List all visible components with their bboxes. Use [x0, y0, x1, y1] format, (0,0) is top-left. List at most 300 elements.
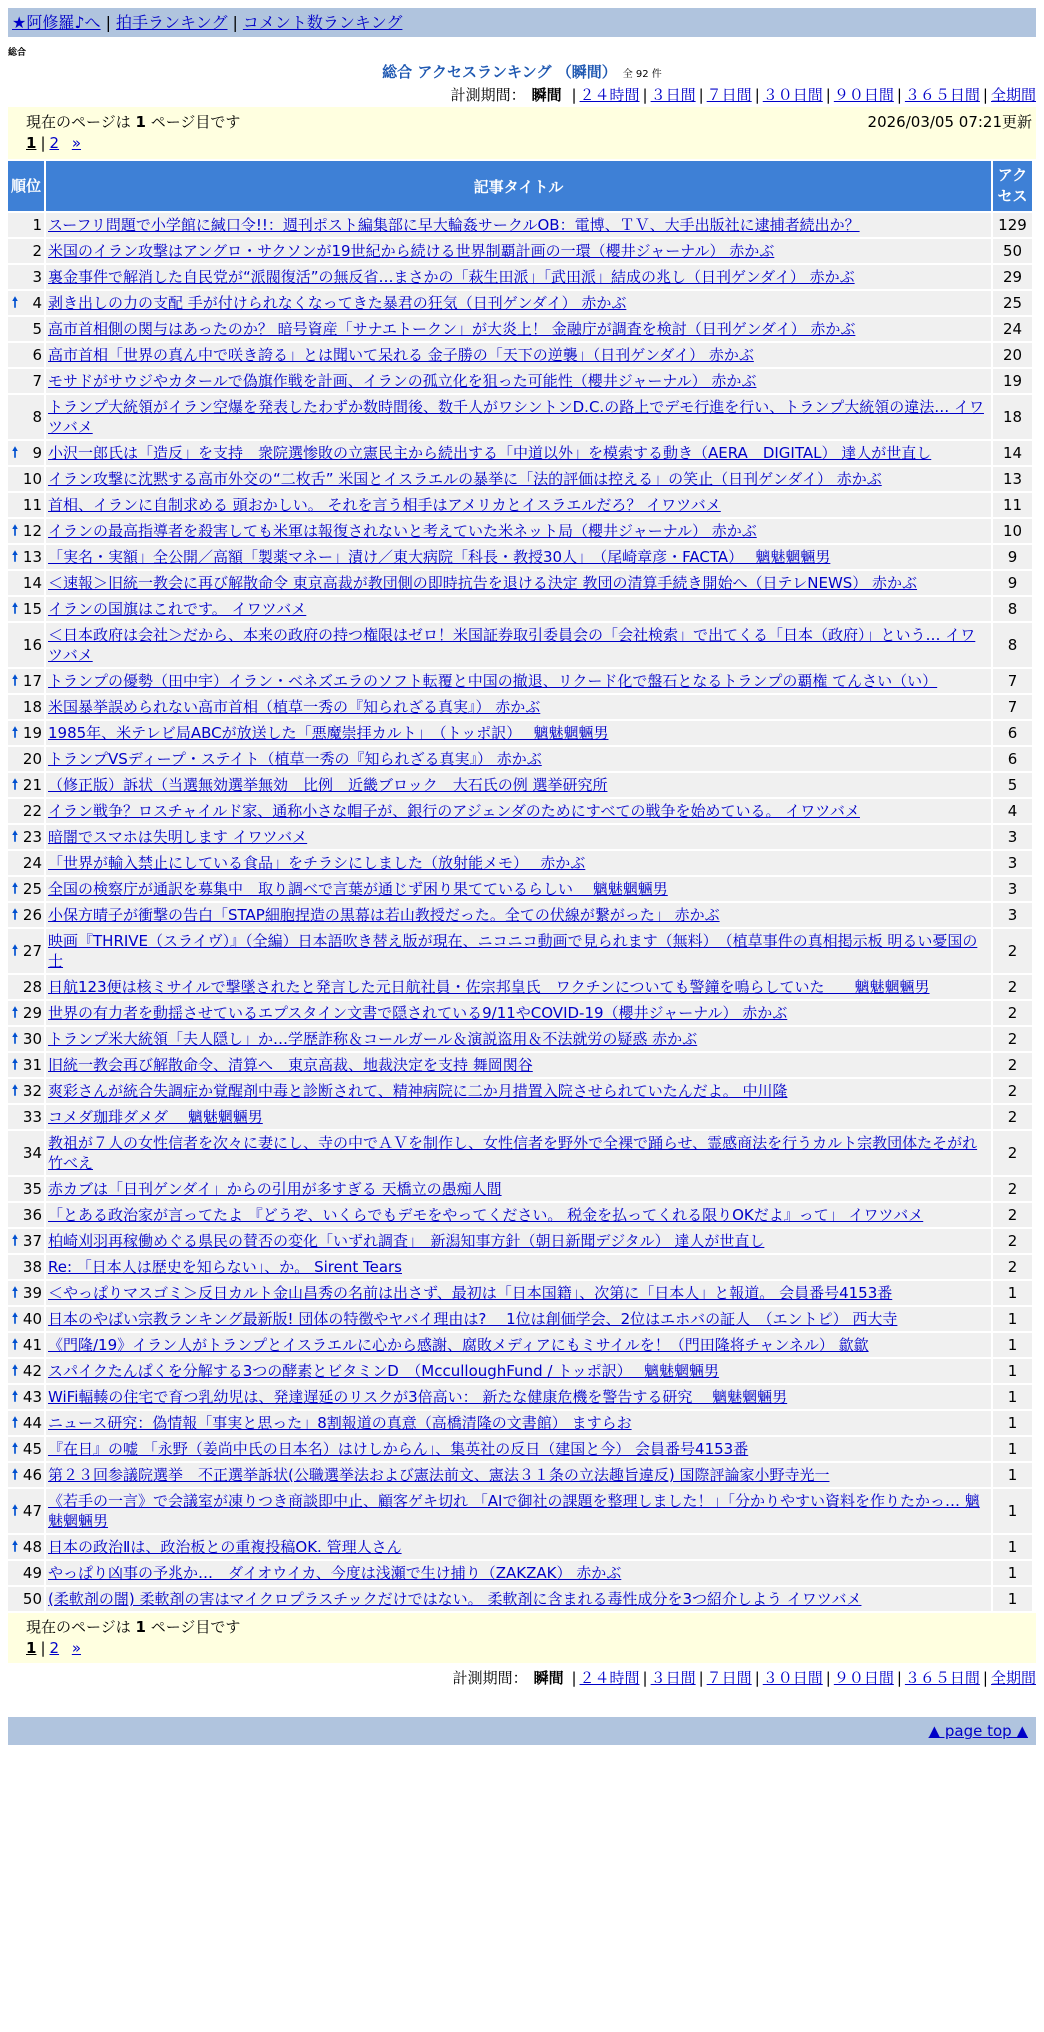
- article-link[interactable]: トランプ米大統領「夫人隠し」か…学歴詐称＆コールガール＆演説盗用＆不法就労の疑惑 赤かぶ: [48, 1030, 698, 1048]
- article-link[interactable]: 暗闇でスマホは失明します イワツバメ: [48, 828, 308, 846]
- article-link[interactable]: 世界の有力者を動揺させているエプスタイン文書で隠されている9/11やCOVID-19（櫻井ジャーナル） 赤かぶ: [48, 1004, 788, 1022]
- rank-cell: [8, 441, 44, 465]
- title-cell: [46, 213, 991, 237]
- rank-up-arrow-icon: 🠕: [12, 1363, 19, 1379]
- rank-number: 15: [22, 600, 42, 618]
- page-1-current: 1: [26, 1639, 37, 1657]
- rank-cell: [8, 799, 44, 823]
- pagination: [26, 1639, 81, 1657]
- rank-number: 26: [22, 906, 42, 924]
- article-link[interactable]: イランの国旗はこれです。 イワツバメ: [48, 600, 307, 618]
- table-row: [8, 317, 1032, 341]
- table-row: [8, 1489, 1032, 1533]
- period-link[interactable]: ９０日間: [833, 1669, 894, 1687]
- period-link[interactable]: ７日間: [706, 1669, 752, 1687]
- rank-up-arrow-icon: 🠕: [12, 943, 19, 959]
- access-count: 2: [993, 1105, 1032, 1129]
- rank-cell: [8, 1489, 44, 1533]
- title-cell: [46, 1105, 991, 1129]
- title-cell: [46, 669, 991, 693]
- table-row: [8, 1229, 1032, 1253]
- table-row: [8, 747, 1032, 771]
- period-link[interactable]: ７日間: [706, 86, 752, 104]
- rank-cell: [8, 467, 44, 491]
- rank-number: 19: [22, 724, 42, 742]
- access-count: 14: [993, 441, 1032, 465]
- rank-up-arrow-icon: 🠕: [12, 1337, 19, 1353]
- table-row: [8, 343, 1032, 367]
- period-label: 計測期間：: [452, 1669, 528, 1687]
- article-link[interactable]: 「とある政治家が言ってたよ 『どうぞ、いくらでもデモをやってください。 税金を払ってくれる限りOKだよ』って」 イワツバメ: [48, 1206, 924, 1224]
- period-link[interactable]: ３０日間: [762, 86, 823, 104]
- title-cell: [46, 265, 991, 289]
- rank-up-arrow-icon: 🠕: [12, 1389, 19, 1405]
- rank-cell: [8, 1411, 44, 1435]
- access-count: 3: [993, 851, 1032, 875]
- access-count: 9: [993, 571, 1032, 595]
- home-link[interactable]: ★阿修羅♪へ: [12, 13, 101, 32]
- table-row: [8, 623, 1032, 667]
- article-link[interactable]: 爽彩さんが統合失調症か覚醒剤中毒と診断されて、精神病院に二か月措置入院させられていたんだよ。 中川隆: [48, 1082, 788, 1100]
- ranking-header: [8, 61, 1036, 83]
- table-row: [8, 519, 1032, 543]
- page-separator: |: [40, 134, 46, 152]
- access-count: 1: [993, 1535, 1032, 1559]
- table-row: [8, 597, 1032, 621]
- access-count: 7: [993, 695, 1032, 719]
- table-row: [8, 1587, 1032, 1611]
- table-row: [8, 467, 1032, 491]
- page-info-bottom: [8, 1613, 1036, 1663]
- rank-up-arrow-icon: 🠕: [12, 1441, 19, 1457]
- rank-cell: [8, 1027, 44, 1051]
- rank-number: 38: [22, 1258, 42, 1276]
- article-link[interactable]: トランプ大統領がイラン空爆を発表したわずか数時間後、数千人がワシントンD.C.の路上でデモ行進を行い、トランプ大統領の違法… イワツバメ: [48, 398, 984, 436]
- title-cell: [46, 1437, 991, 1461]
- rank-cell: [8, 1001, 44, 1025]
- period-link[interactable]: ９０日間: [833, 86, 894, 104]
- rank-up-arrow-icon: 🠕: [12, 445, 19, 461]
- access-count: 3: [993, 825, 1032, 849]
- table-row: [8, 1463, 1032, 1487]
- article-link[interactable]: 全国の検察庁が通訳を募集中 取り調べで言葉が通じず困り果てているらしい 魑魅魍魎男: [48, 880, 668, 898]
- rank-up-arrow-icon: 🠕: [12, 549, 19, 565]
- table-row: [8, 1535, 1032, 1559]
- rank-cell: [8, 623, 44, 667]
- access-count: 1: [993, 1561, 1032, 1585]
- rank-number: 23: [22, 828, 42, 846]
- rank-number: 34: [22, 1144, 42, 1162]
- title-cell: [46, 1255, 991, 1279]
- rank-cell: [8, 519, 44, 543]
- rank-number: 47: [22, 1502, 42, 1520]
- rank-up-arrow-icon: 🠕: [12, 673, 19, 689]
- rank-number: 6: [32, 346, 42, 364]
- table-row: [8, 1255, 1032, 1279]
- rank-number: 46: [22, 1466, 42, 1484]
- title-cell: [46, 1177, 991, 1201]
- period-link[interactable]: ３６５日間: [904, 1669, 980, 1687]
- rank-cell: [8, 493, 44, 517]
- rank-cell: [8, 369, 44, 393]
- page-info-top: [8, 107, 1036, 159]
- table-row: [8, 1437, 1032, 1461]
- period-link[interactable]: ３日間: [650, 86, 696, 104]
- comment-ranking-link[interactable]: コメント数ランキング: [242, 13, 403, 32]
- rank-cell: [8, 929, 44, 973]
- article-link[interactable]: (柔軟剤の闇) 柔軟剤の害はマイクロプラスチックだけではない。 柔軟剤に含まれる毒性成分を3つ紹介しよう イワツバメ: [48, 1590, 862, 1608]
- rank-up-arrow-icon: 🠕: [12, 1503, 19, 1519]
- period-separator: |: [982, 1669, 988, 1687]
- rank-cell: [8, 1079, 44, 1103]
- title-cell: [46, 369, 991, 393]
- rank-number: 39: [22, 1284, 42, 1302]
- next-page-link[interactable]: »: [71, 134, 82, 152]
- table-row: [8, 1359, 1032, 1383]
- title-header: 記事タイトル: [46, 161, 991, 211]
- access-count: 25: [993, 291, 1032, 315]
- article-link[interactable]: 赤カブは「日刊ゲンダイ」からの引用が多すぎる 天橋立の愚痴人間: [48, 1180, 502, 1198]
- title-cell: [46, 1535, 991, 1559]
- table-row: [8, 395, 1032, 439]
- article-link[interactable]: スパイクたんぱくを分解する3つの酵素とビタミンD （McculloughFund / トッポ訳） 魑魅魍魎男: [48, 1362, 720, 1380]
- access-count: 6: [993, 747, 1032, 771]
- rank-number: 33: [22, 1108, 42, 1126]
- article-link[interactable]: 教祖が７人の女性信者を次々に妻にし、寺の中でＡＶを制作し、女性信者を野外で全裸で踊らせ、霊感商法を行うカルト宗教団体たそがれ竹べえ: [48, 1134, 978, 1172]
- rank-number: 28: [22, 978, 42, 996]
- title-cell: [46, 597, 991, 621]
- table-row: [8, 1079, 1032, 1103]
- article-link[interactable]: トランプVSディープ・ステイト（植草一秀の『知られざる真実』） 赤かぶ: [48, 750, 542, 768]
- period-separator: |: [571, 86, 577, 104]
- rank-cell: [8, 1385, 44, 1409]
- rank-number: 35: [22, 1180, 42, 1198]
- table-row: [8, 545, 1032, 569]
- rank-cell: [8, 1359, 44, 1383]
- period-link[interactable]: ２４時間: [579, 1669, 640, 1687]
- page-2-link[interactable]: 2: [49, 134, 60, 152]
- access-count: 1: [993, 1281, 1032, 1305]
- rank-cell: [8, 747, 44, 771]
- period-label: 計測期間：: [450, 86, 526, 104]
- title-cell: [46, 799, 991, 823]
- article-link[interactable]: イラン攻撃に沈黙する高市外交の“二枚舌” 米国とイスラエルの暴挙に「法的評価は控える」の笑止（日刊ゲンダイ） 赤かぶ: [48, 470, 882, 488]
- article-link[interactable]: 米国のイラン攻撃はアングロ・サクソンが19世紀から続ける世界制覇計画の一環（櫻井ジャーナル） 赤かぶ: [48, 242, 775, 260]
- article-link[interactable]: 首相、イランに自制求める 頭おかしい。 それを言う相手はアメリカとイスラエルだろ？ イワツバメ: [48, 496, 721, 514]
- rank-up-arrow-icon: 🠕: [12, 295, 19, 311]
- top-nav-bar: [8, 8, 1036, 37]
- table-row: [8, 1177, 1032, 1201]
- title-cell: [46, 571, 991, 595]
- rank-up-arrow-icon: 🠕: [12, 1031, 19, 1047]
- access-count: 18: [993, 395, 1032, 439]
- page-1-current: 1: [26, 134, 37, 152]
- table-row: [8, 213, 1032, 237]
- rank-number: 1: [32, 216, 42, 234]
- rank-cell: [8, 317, 44, 341]
- access-count: 2: [993, 929, 1032, 973]
- rank-cell: [8, 1177, 44, 1201]
- period-link[interactable]: ３日間: [650, 1669, 696, 1687]
- rank-number: 7: [32, 372, 42, 390]
- rank-cell: [8, 545, 44, 569]
- title-cell: [46, 1131, 991, 1175]
- table-row: [8, 1333, 1032, 1357]
- title-cell: [46, 975, 991, 999]
- rank-cell: [8, 1307, 44, 1331]
- rank-up-arrow-icon: 🠕: [12, 1311, 19, 1327]
- rank-number: 43: [22, 1388, 42, 1406]
- access-count: 2: [993, 1053, 1032, 1077]
- access-count: 11: [993, 493, 1032, 517]
- article-link[interactable]: 1985年、米テレビ局ABCが放送した「悪魔崇拝カルト」 （トッポ訳） 魑魅魍魎男: [48, 724, 609, 742]
- rank-up-arrow-icon: 🠕: [12, 777, 19, 793]
- rank-number: 36: [22, 1206, 42, 1224]
- access-count: 1: [993, 1411, 1032, 1435]
- article-link[interactable]: 米国暴挙誤められない高市首相（植草一秀の『知られざる真実』） 赤かぶ: [48, 698, 541, 716]
- access-count: 24: [993, 317, 1032, 341]
- total-count: 全 92 件: [622, 69, 662, 80]
- period-link[interactable]: 全期間: [990, 1669, 1036, 1687]
- period-separator: |: [698, 1669, 704, 1687]
- table-row: [8, 1053, 1032, 1077]
- access-count: 6: [993, 721, 1032, 745]
- access-header: アクセス: [993, 161, 1032, 211]
- rank-cell: [8, 1053, 44, 1077]
- article-link[interactable]: スーフリ問題で小学館に緘口令!!：週刊ポスト編集部に早大輪姦サークルOB：電博、ＴＶ、大手出版社に逮捕者続出か？: [48, 216, 860, 234]
- rank-cell: [8, 825, 44, 849]
- article-link[interactable]: イランの最高指導者を殺害しても米軍は報復されないと考えていた米ネット局（櫻井ジャーナル） 赤かぶ: [48, 522, 757, 540]
- article-link[interactable]: 《門隆/19》イラン人がトランプとイスラエルに心から感謝、腐敗メディアにもミサイルを！（門田隆将チャンネル） 歙歙: [48, 1336, 869, 1354]
- article-link[interactable]: ニュース研究：偽情報「事実と思った」8割報道の真意（高橋清隆の文書館） ますらお: [48, 1414, 632, 1432]
- rank-cell: [8, 395, 44, 439]
- rank-number: 8: [32, 408, 42, 426]
- article-link[interactable]: 旧統一教会再び解散命令、清算へ 東京高裁、地裁決定を支持 舞岡関谷: [48, 1056, 533, 1074]
- article-link[interactable]: やっぱり凶事の予兆か… ダイオウイカ、今度は浅瀬で生け捕り（ZAKZAK） 赤かぶ: [48, 1564, 622, 1582]
- table-row: [8, 493, 1032, 517]
- rank-number: 42: [22, 1362, 42, 1380]
- period-link[interactable]: ３６５日間: [904, 86, 980, 104]
- page-separator: |: [40, 1639, 46, 1657]
- rank-cell: [8, 695, 44, 719]
- access-count: 4: [993, 799, 1032, 823]
- article-link[interactable]: 剥き出しの力の支配 手が付けられなくなってきた暴君の狂気（日刊ゲンダイ） 赤かぶ: [48, 294, 627, 312]
- rank-cell: [8, 773, 44, 797]
- rank-up-arrow-icon: 🠕: [12, 601, 19, 617]
- rank-number: 27: [22, 942, 42, 960]
- article-link[interactable]: WiFi輻輳の住宅で育つ乳幼児は、発達遅延のリスクが3倍高い： 新たな健康危機を警告する研究 魑魅魍魎男: [48, 1388, 788, 1406]
- rank-number: 41: [22, 1336, 42, 1354]
- rank-cell: [8, 1229, 44, 1253]
- article-link[interactable]: ＜やっぱりマスゴミ＞反日カルト金山昌秀の名前は出さず、最初は「日本国籍」、次第に「日本人」と報道。 会員番号4153番: [48, 1284, 893, 1302]
- access-count: 2: [993, 1131, 1032, 1175]
- article-link[interactable]: （修正版）訴状（当選無効選挙無効 比例 近畿ブロック 大石氏の例 選挙研究所: [48, 776, 608, 794]
- article-link[interactable]: イラン戦争？ロスチャイルド家、通称小さな帽子が、銀行のアジェンダのためにすべての戦争を始めている。 イワツバメ: [48, 802, 860, 820]
- period-link[interactable]: ２４時間: [579, 86, 640, 104]
- table-row: [8, 1203, 1032, 1227]
- access-count: 2: [993, 1079, 1032, 1103]
- table-row: [8, 975, 1032, 999]
- next-page-link[interactable]: »: [71, 1639, 82, 1657]
- article-link[interactable]: Re: 「日本人は歴史を知らない」、か。 Sirent Tears: [48, 1258, 402, 1276]
- current-page-text: 現在のページは 1 ページ目です: [26, 1618, 241, 1636]
- article-link[interactable]: 日本のやばい宗教ランキング最新版! 団体の特徴やヤバイ理由は? 1位は創価学会、2位はエホバの証人 （エントピ） 西大寺: [48, 1310, 898, 1328]
- period-separator: |: [896, 86, 902, 104]
- period-separator: |: [825, 1669, 831, 1687]
- article-link[interactable]: 『在日』の嘘 「永野（姜尚中氏の日本名）はけしからん」、集英社の反日（建国と今） 会員番号4153番: [48, 1440, 749, 1458]
- title-cell: [46, 1411, 991, 1435]
- rank-number: 20: [22, 750, 42, 768]
- table-row: [8, 1105, 1032, 1129]
- table-row: [8, 441, 1032, 465]
- table-row: [8, 1385, 1032, 1409]
- page-2-link[interactable]: 2: [49, 1639, 60, 1657]
- rank-number: 32: [22, 1082, 42, 1100]
- rank-up-arrow-icon: 🠕: [12, 1415, 19, 1431]
- rank-cell: [8, 265, 44, 289]
- rank-number: 17: [22, 672, 42, 690]
- page-top-link[interactable]: ▲ page top ▲: [928, 1722, 1028, 1740]
- article-link[interactable]: ＜速報＞旧統一教会に再び解散命令 東京高裁が教団側の即時抗告を退ける決定 教団の清算手続き開始へ（日テレNEWS） 赤かぶ: [48, 574, 918, 592]
- access-count: 10: [993, 519, 1032, 543]
- rank-number: 5: [32, 320, 42, 338]
- rank-cell: [8, 877, 44, 901]
- article-link[interactable]: コメダ珈琲ダメダ 魑魅魍魎男: [48, 1108, 263, 1126]
- rank-number: 4: [32, 294, 42, 312]
- title-cell: [46, 1333, 991, 1357]
- rank-up-arrow-icon: 🠕: [12, 1467, 19, 1483]
- period-separator: |: [642, 1669, 648, 1687]
- rank-number: 22: [22, 802, 42, 820]
- table-row: [8, 669, 1032, 693]
- article-link[interactable]: 「実名・実額」全公開／高額「製薬マネー」漬け／東大病院「科長・教授30人」 （尾崎章彦・FACTA） 魑魅魍魎男: [48, 548, 831, 566]
- access-count: 3: [993, 877, 1032, 901]
- title-cell: [46, 623, 991, 667]
- access-count: 2: [993, 1203, 1032, 1227]
- table-row: [8, 1001, 1032, 1025]
- article-link[interactable]: 映画『THRIVE（スライヴ）』（全編）日本語吹き替え版が現在、ニコニコ動画で見られます（無料） （植草事件の真相掲示板 明るい憂国の士: [48, 932, 978, 970]
- access-count: 20: [993, 343, 1032, 367]
- table-row: [8, 695, 1032, 719]
- rank-number: 44: [22, 1414, 42, 1432]
- period-link[interactable]: 全期間: [990, 86, 1036, 104]
- title-cell: [46, 851, 991, 875]
- access-count: 1: [993, 1333, 1032, 1357]
- table-row: [8, 1281, 1032, 1305]
- rank-cell: [8, 1281, 44, 1305]
- table-row: [8, 265, 1032, 289]
- rank-cell: [8, 239, 44, 263]
- title-cell: [46, 825, 991, 849]
- period-separator: |: [698, 86, 704, 104]
- table-row: [8, 1411, 1032, 1435]
- table-row: [8, 291, 1032, 315]
- rank-cell: [8, 903, 44, 927]
- title-cell: [46, 773, 991, 797]
- access-count: 3: [993, 903, 1032, 927]
- article-link[interactable]: ＜日本政府は会社＞だから、本来の政府の持つ権限はゼロ！米国証券取引委員会の「会社検索」で出てくる「日本（政府）」という… イワツバメ: [48, 626, 976, 664]
- article-link[interactable]: 日本の政治Ⅱは、政治板との重複投稿OK. 管理人さん: [48, 1538, 402, 1556]
- article-link[interactable]: 高市首相側の関与はあったのか？ 暗号資産「サナエトークン」が大炎上！ 金融庁が調査を検討（日刊ゲンダイ） 赤かぶ: [48, 320, 856, 338]
- rank-up-arrow-icon: 🠕: [12, 881, 19, 897]
- access-count: 19: [993, 369, 1032, 393]
- title-cell: [46, 877, 991, 901]
- article-link[interactable]: モサドがサウジやカタールで偽旗作戦を計画、イランの孤立化を狙った可能性（櫻井ジャーナル） 赤かぶ: [48, 372, 757, 390]
- article-link[interactable]: 裏金事件で解消した自民党が“派閥復活”の無反省…まさかの「萩生田派」「武田派」結成の兆し（日刊ゲンダイ） 赤かぶ: [48, 268, 855, 286]
- rank-number: 21: [22, 776, 42, 794]
- article-link[interactable]: 「世界が輸入禁止にしている食品」をチラシにしました（放射能メモ） 赤かぶ: [48, 854, 586, 872]
- table-row: [8, 1307, 1032, 1331]
- article-link[interactable]: 《若手の一言》で会議室が凍りつき商談即中止、顧客ゲキ切れ 「AIで御社の課題を整理しました！」「分かりやすい資料を作りたかっ… 魑魅魍魎男: [48, 1492, 980, 1530]
- article-link[interactable]: 小保方晴子が衝撃の告白「STAP細胞捏造の黒幕は若山教授だった。全ての伏線が繋がった」 赤かぶ: [48, 906, 720, 924]
- rank-number: 37: [22, 1232, 42, 1250]
- rank-header: 順位: [8, 161, 44, 211]
- access-count: 1: [993, 1489, 1032, 1533]
- rank-cell: [8, 1437, 44, 1461]
- rank-up-arrow-icon: 🠕: [12, 1083, 19, 1099]
- title-cell: [46, 1561, 991, 1585]
- rank-up-arrow-icon: 🠕: [12, 1057, 19, 1073]
- rank-cell: [8, 1255, 44, 1279]
- period-separator: |: [571, 1669, 577, 1687]
- title-cell: [46, 1027, 991, 1051]
- period-separator: |: [754, 86, 760, 104]
- table-row: [8, 1131, 1032, 1175]
- table-row: [8, 825, 1032, 849]
- rank-cell: [8, 851, 44, 875]
- rank-cell: [8, 571, 44, 595]
- rank-number: 24: [22, 854, 42, 872]
- article-link[interactable]: 日航123便は核ミサイルで撃墜されたと発言した元日航社員・佐宗邦皇氏 ワクチンについても警鐘を鳴らしていた 魑魅魍魎男: [48, 978, 930, 996]
- rank-number: 10: [22, 470, 42, 488]
- title-cell: [46, 493, 991, 517]
- table-row: [8, 1027, 1032, 1051]
- rank-up-arrow-icon: 🠕: [12, 1005, 19, 1021]
- table-row: [8, 239, 1032, 263]
- access-count: 1: [993, 1385, 1032, 1409]
- table-row: [8, 851, 1032, 875]
- title-cell: [46, 1489, 991, 1533]
- period-selector-bottom: [8, 1665, 1036, 1691]
- rank-number: 18: [22, 698, 42, 716]
- rank-number: 9: [32, 444, 42, 462]
- access-count: 2: [993, 1177, 1032, 1201]
- category-label: 総合: [8, 48, 27, 58]
- article-link[interactable]: 第２３回参議院選挙 不正選挙訴状(公職選挙法および憲法前文、憲法３１条の立法趣旨違反) 国際評論家小野寺光一: [48, 1466, 830, 1484]
- period-selector-top: [8, 83, 1036, 107]
- access-count: 1: [993, 1587, 1032, 1611]
- title-cell: [46, 1281, 991, 1305]
- rank-cell: [8, 1535, 44, 1559]
- title-cell: [46, 1053, 991, 1077]
- rank-number: 13: [22, 548, 42, 566]
- article-link[interactable]: 小沢一郎氏は「造反」を支持 衆院選惨敗の立憲民主から続出する「中道以外」を模索する動き（AERA DIGITAL） 達人が世直し: [48, 444, 932, 462]
- article-link[interactable]: 高市首相「世界の真ん中で咲き誇る」とは聞いて呆れる 金子勝の「天下の逆襲」（日刊ゲンダイ） 赤かぶ: [48, 346, 754, 364]
- ranking-table: [6, 159, 1034, 1613]
- access-count: 8: [993, 597, 1032, 621]
- access-count: 13: [993, 467, 1032, 491]
- rank-number: 48: [22, 1538, 42, 1556]
- clap-ranking-link[interactable]: 拍手ランキング: [115, 13, 228, 32]
- title-cell: [46, 291, 991, 315]
- article-link[interactable]: トランプの優勢（田中宇）イラン・ベネズエラのソフト転覆と中国の撤退、リクード化で盤石となるトランプの覇権 てんさい（い）: [48, 672, 938, 690]
- rank-number: 45: [22, 1440, 42, 1458]
- access-count: 8: [993, 623, 1032, 667]
- period-link[interactable]: ３０日間: [762, 1669, 823, 1687]
- article-link[interactable]: 柏崎刈羽再稼働めぐる県民の賛否の変化「いずれ調査」 新潟知事方針（朝日新聞デジタル） 達人が世直し: [48, 1232, 765, 1250]
- nav-separator: |: [232, 13, 238, 32]
- table-row: [8, 929, 1032, 973]
